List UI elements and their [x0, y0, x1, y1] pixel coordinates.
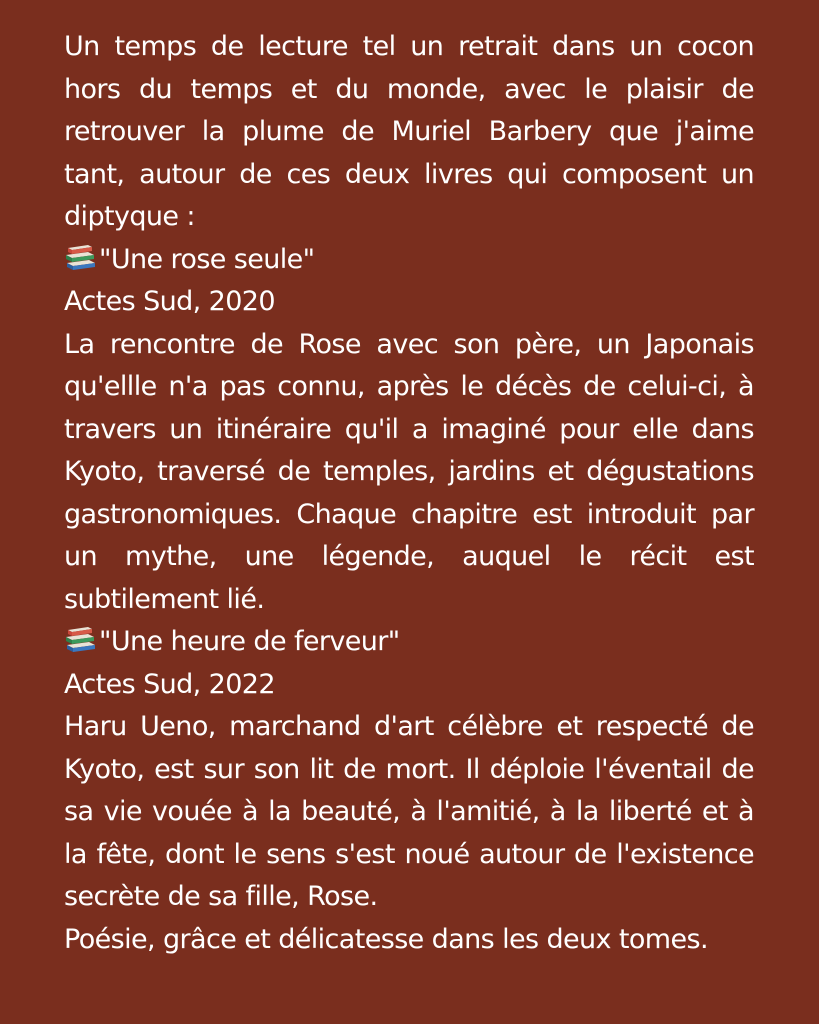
intro-paragraph: Un temps de lecture tel un retrait dans un cocon hors du temps et du monde, avec le plaisir de retrouver la plume de Muriel Barbery que j'aime tant, autour de ces deux livres qui composent un diptyque :: [64, 31, 754, 232]
book-1-title-line: [64, 239, 754, 282]
book-2-summary: Haru Ueno, marchand d'art célèbre et respecté de Kyoto, est sur son lit de mort. Il déploie l'éventail de sa vie vouée à la beauté, à l'amitié, à la liberté et à la fête, dont le sens s'est noué autour de l'existence secrète de sa fille, Rose.: [64, 711, 754, 912]
book-2-title-line: [64, 621, 754, 664]
books-icon: [64, 244, 97, 272]
book-1-summary: La rencontre de Rose avec son père, un Japonais qu'ellle n'a pas connu, après le décès de celui-ci, à travers un itinéraire qu'il a imaginé pour elle dans Kyoto, traversé de temples, jardins et dégustations gastronomiques. Chaque chapitre est introduit par un mythe, une légende, auquel le récit est subtilement lié.: [64, 328, 754, 615]
book-1-title: "Une rose seule": [99, 243, 315, 275]
books-icon: [64, 626, 97, 654]
book-2-publisher: Actes Sud, 2022: [64, 668, 275, 700]
conclusion-paragraph: Poésie, grâce et délicatesse dans les deux tomes.: [64, 923, 708, 955]
book-1-publisher: Actes Sud, 2020: [64, 286, 275, 317]
review-text: [64, 26, 754, 961]
book-2-title: "Une heure de ferveur": [99, 626, 400, 657]
